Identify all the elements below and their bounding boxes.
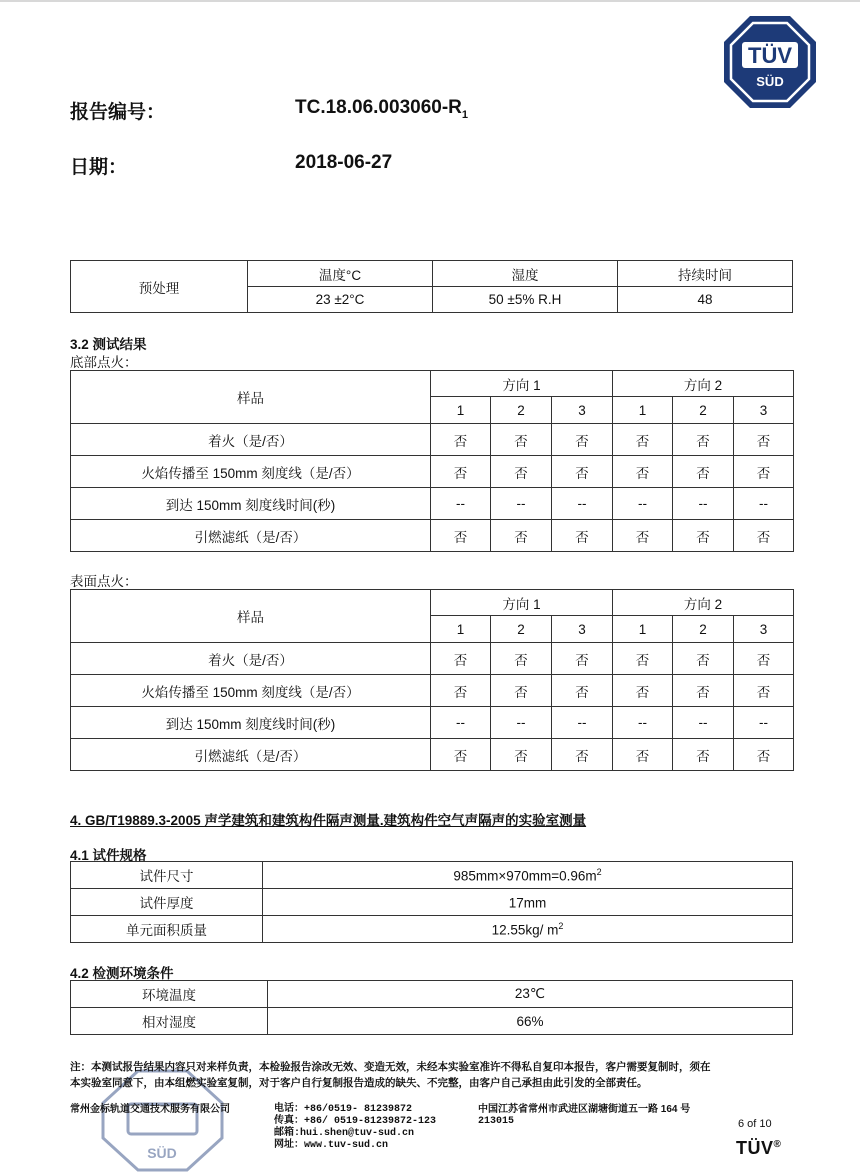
spec-label: 单元面积质量 — [71, 916, 263, 943]
pretreatment-table — [70, 260, 793, 313]
result-cell: -- — [491, 488, 552, 520]
disclaimer-note — [70, 1059, 790, 1091]
section-4-title: 4. GB/T19889.3-2005 声学建筑和建筑构件隔声测量.建筑构件空气声隔声的实验室测量 — [70, 813, 587, 828]
result-cell: 否 — [613, 424, 673, 456]
env-label: 相对湿度 — [71, 1008, 268, 1035]
table-row — [71, 1008, 793, 1035]
tel: 电话：+86/0519- 81239872 — [274, 1104, 413, 1115]
note-line: 本实验室同意下，由本组燃实验室复制，对于客户自行复制报告造成的缺失、不完整，由客户自己承担由此引发的全部责任。 — [70, 1077, 648, 1089]
direction-1-header: 方向 1 — [431, 590, 613, 616]
sample-number: 3 — [552, 616, 613, 643]
svg-text:SÜD: SÜD — [147, 1145, 177, 1161]
sample-number: 1 — [431, 616, 491, 643]
result-cell: 否 — [734, 739, 794, 771]
pretreat-label: 预处理 — [71, 261, 248, 313]
direction-2-header: 方向 2 — [613, 590, 794, 616]
pretreat-header-temp: 温度°C — [248, 261, 433, 287]
spec-value: 17mm — [263, 889, 793, 916]
table-row — [71, 916, 793, 943]
result-cell: -- — [734, 707, 794, 739]
row-label: 着火（是/否） — [71, 643, 431, 675]
report-number-value: $TC.18.06.003060-R_1$ — [295, 97, 469, 121]
result-cell: 否 — [431, 456, 491, 488]
row-label: 引燃滤纸（是/否） — [71, 520, 431, 552]
sample-number: 1 — [431, 397, 491, 424]
result-cell: -- — [552, 488, 613, 520]
spec-label: 试件尺寸 — [71, 862, 263, 889]
pretreat-header-humidity: 湿度 — [433, 261, 618, 287]
env-label: 环境温度 — [71, 981, 268, 1008]
result-cell: -- — [613, 707, 673, 739]
row-label: 到达 150mm 刻度线时间(秒) — [71, 707, 431, 739]
result-cell: 否 — [613, 643, 673, 675]
pretreat-header-duration: 持续时间 — [618, 261, 793, 287]
row-label: 着火（是/否） — [71, 424, 431, 456]
result-cell: 否 — [734, 643, 794, 675]
result-cell: 否 — [491, 520, 552, 552]
result-cell: 否 — [734, 520, 794, 552]
result-cell: 否 — [673, 675, 734, 707]
sample-number: 3 — [734, 616, 794, 643]
result-cell: 否 — [431, 739, 491, 771]
row-label: 引燃滤纸（是/否） — [71, 739, 431, 771]
email: 邮箱:hui.shen@tuv-sud.cn — [274, 1128, 415, 1139]
table-row — [71, 675, 794, 707]
result-cell: 否 — [491, 739, 552, 771]
result-cell: 否 — [431, 643, 491, 675]
row-label: 到达 150mm 刻度线时间(秒) — [71, 488, 431, 520]
result-cell: -- — [673, 488, 734, 520]
table-row — [71, 456, 794, 488]
website: 网址：www.tuv-sud.cn — [274, 1140, 389, 1151]
specimen-spec-table — [70, 861, 793, 943]
result-cell: -- — [613, 488, 673, 520]
sample-number: 3 — [552, 397, 613, 424]
page-number: 6 of 10 — [738, 1118, 772, 1130]
result-cell: -- — [552, 707, 613, 739]
bottom-ignition-table — [70, 370, 794, 552]
pretreat-value-temp: 23 ±2°C — [248, 287, 433, 313]
environment-table — [70, 980, 793, 1035]
pretreat-value-duration: 48 — [618, 287, 793, 313]
bottom-ignition-label: 底部点火： — [70, 355, 138, 370]
result-cell: -- — [673, 707, 734, 739]
section-4-1-title: 4.1 试件规格 — [70, 848, 147, 863]
company-name: 常州金标轨道交通技术服务有限公司 — [70, 1104, 230, 1115]
result-cell: 否 — [491, 456, 552, 488]
result-cell: 否 — [613, 456, 673, 488]
result-cell: 否 — [431, 675, 491, 707]
result-cell: -- — [431, 707, 491, 739]
result-cell: 否 — [491, 424, 552, 456]
tuv-brand-mark: TÜV® — [736, 1138, 782, 1158]
table-row — [71, 862, 793, 889]
spec-label: 试件厚度 — [71, 889, 263, 916]
sample-number: 3 — [734, 397, 794, 424]
result-cell: 否 — [491, 675, 552, 707]
spec-value: $985mm\times 970mm=0.96m^2$ — [263, 862, 793, 889]
result-cell: 否 — [552, 675, 613, 707]
pretreat-value-humidity: 50 ±5% R.H — [433, 287, 618, 313]
table-row — [71, 424, 794, 456]
result-cell: 否 — [552, 643, 613, 675]
result-cell: 否 — [552, 456, 613, 488]
direction-2-header: 方向 2 — [613, 371, 794, 397]
result-cell: 否 — [552, 424, 613, 456]
sample-header: 样品 — [71, 590, 431, 643]
sample-number: 1 — [613, 397, 673, 424]
address: 中国江苏省常州市武进区湖塘街道五一路 164 号 — [478, 1104, 691, 1115]
result-cell: 否 — [552, 520, 613, 552]
direction-1-header: 方向 1 — [431, 371, 613, 397]
spec-value: 12.55kg/ $m^2$ — [263, 916, 793, 943]
sample-number: 2 — [673, 616, 734, 643]
sample-number: 2 — [491, 616, 552, 643]
result-cell: -- — [431, 488, 491, 520]
env-value: 66% — [268, 1008, 793, 1035]
surface-ignition-table — [70, 589, 794, 771]
postcode: 213015 — [478, 1116, 515, 1127]
section-4-2-title: 4.2 检测环境条件 — [70, 966, 174, 981]
result-cell: -- — [734, 488, 794, 520]
result-cell: 否 — [673, 643, 734, 675]
result-cell: 否 — [613, 675, 673, 707]
svg-text:TÜV: TÜV — [748, 43, 792, 68]
env-value: 23℃ — [268, 981, 793, 1008]
date-value: 2018-06-27 — [295, 152, 393, 173]
row-label: 火焰传播至 150mm 刻度线（是/否） — [71, 675, 431, 707]
result-cell: 否 — [431, 424, 491, 456]
table-row — [71, 488, 794, 520]
table-row — [71, 707, 794, 739]
result-cell: 否 — [552, 739, 613, 771]
fax: 传真：+86/ 0519-81239872-123 — [274, 1116, 437, 1127]
result-cell: 否 — [673, 520, 734, 552]
table-row — [71, 739, 794, 771]
result-cell: 否 — [673, 739, 734, 771]
surface-ignition-label: 表面点火： — [70, 574, 138, 589]
note-line: 注：本测试报告结果内容只对来样负责，本检验报告涂改无效、变造无效，未经本实验室准许不得私自复印本报告，客户需要复制时，须在 — [70, 1061, 711, 1073]
result-cell: 否 — [673, 456, 734, 488]
result-cell: 否 — [491, 643, 552, 675]
date-label: 日期： — [70, 157, 128, 178]
result-cell: 否 — [431, 520, 491, 552]
section-3-2-title: 3.2 测试结果 — [70, 337, 147, 352]
result-cell: 否 — [673, 424, 734, 456]
result-cell: 否 — [734, 456, 794, 488]
result-cell: 否 — [613, 739, 673, 771]
result-cell: 否 — [734, 424, 794, 456]
sample-number: 2 — [673, 397, 734, 424]
result-cell: -- — [491, 707, 552, 739]
row-label: 火焰传播至 150mm 刻度线（是/否） — [71, 456, 431, 488]
sample-number: 2 — [491, 397, 552, 424]
report-number-label: 报告编号： — [70, 102, 166, 123]
svg-text:SÜD: SÜD — [756, 74, 784, 89]
sample-number: 1 — [613, 616, 673, 643]
result-cell: 否 — [734, 675, 794, 707]
table-row — [71, 643, 794, 675]
table-row — [71, 520, 794, 552]
table-row — [71, 981, 793, 1008]
table-row — [71, 889, 793, 916]
sample-header: 样品 — [71, 371, 431, 424]
top-divider — [0, 0, 860, 2]
tuv-sud-logo — [722, 14, 818, 110]
result-cell: 否 — [613, 520, 673, 552]
